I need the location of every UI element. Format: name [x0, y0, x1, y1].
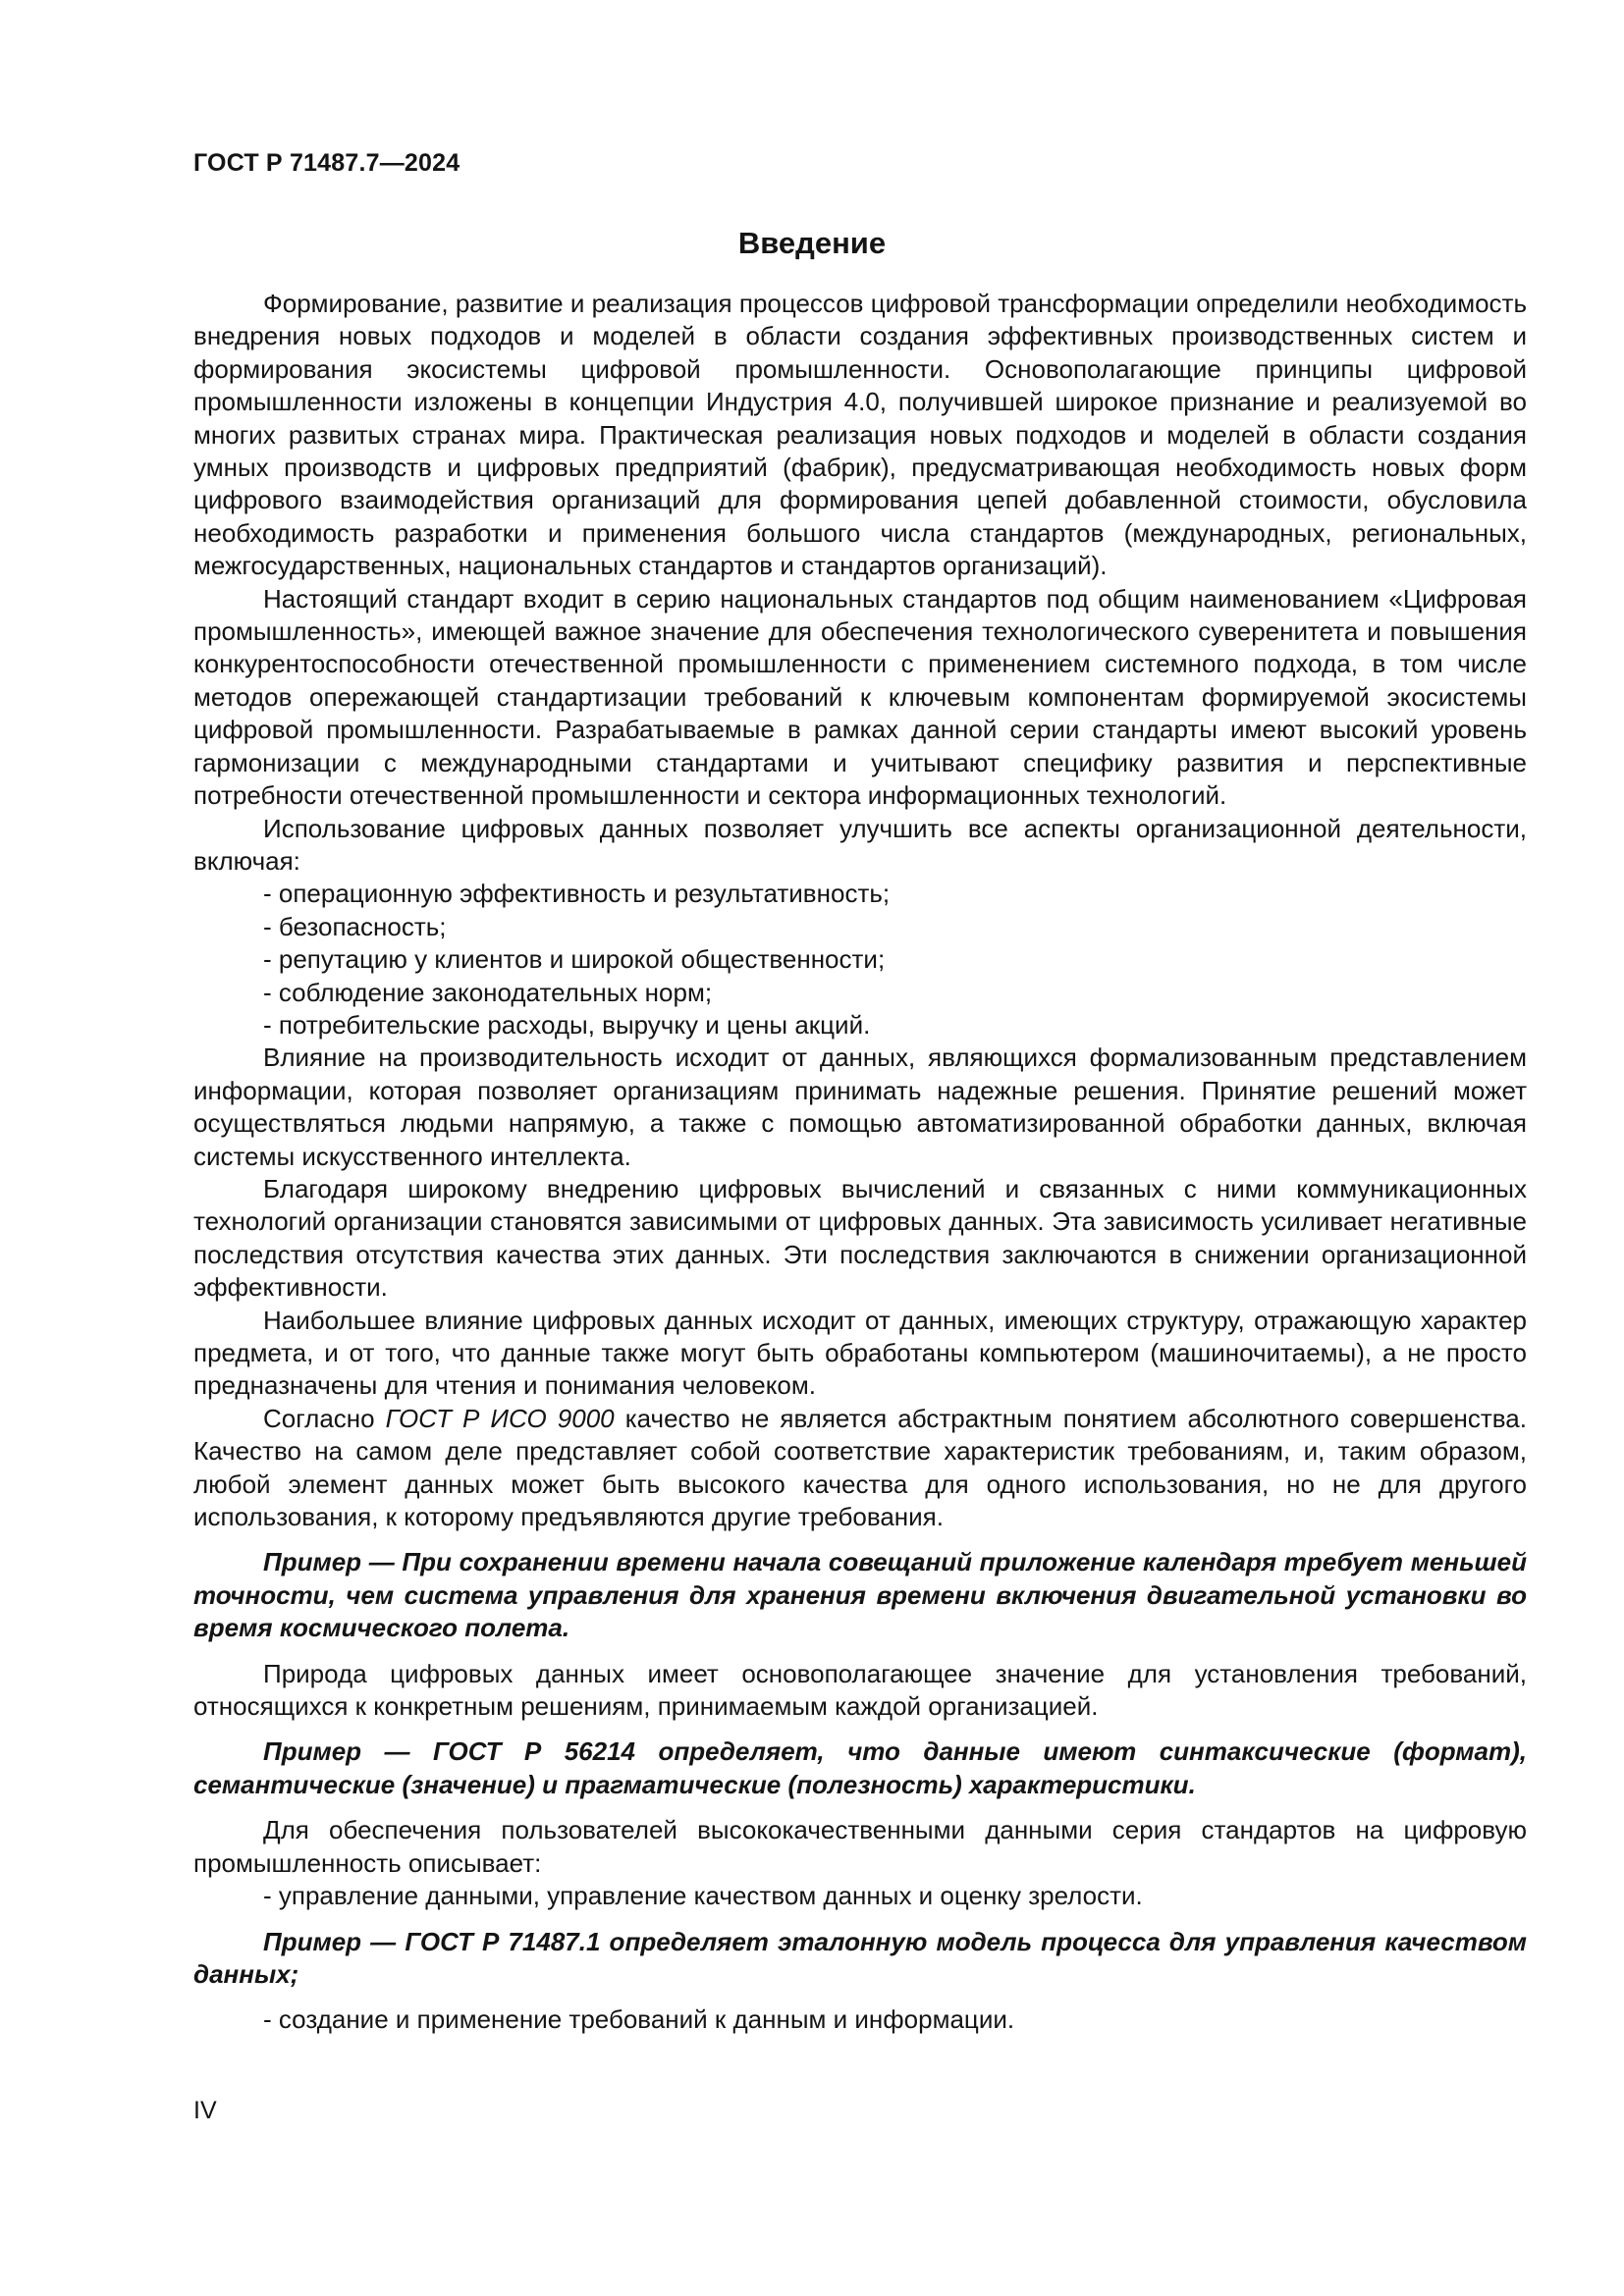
list-item: - операционную эффективность и результативность;	[263, 879, 891, 909]
page-title: Введение	[737, 226, 887, 260]
page-number: IV	[193, 2097, 217, 2124]
list-item: - соблюдение законодательных норм;	[263, 977, 713, 1007]
standard-reference: ГОСТ Р ИСО 9000	[385, 1403, 615, 1433]
paragraph	[193, 1403, 1527, 1534]
paragraph: Для обеспечения пользователей высококачественными данными серия стандартов на цифровую промышленность описывает:	[193, 1815, 1527, 1878]
description-list	[193, 1880, 1527, 1912]
list-item: - безопасность;	[263, 911, 447, 941]
example-note: Пример — ГОСТ Р 71487.1 определяет эталонную модель процесса для управления качеством данных;	[193, 1926, 1527, 1989]
text-run: Согласно	[263, 1403, 386, 1433]
list-item: - создание и применение требований к данным и информации.	[263, 2004, 1015, 2035]
example-note: Пример — ГОСТ Р 56214 определяет, что данные имеют синтаксические (формат), семантические (значение) и прагматические (полезность) характеристики.	[193, 1736, 1527, 1799]
aspects-list	[193, 878, 1527, 1041]
paragraph: Благодаря широкому внедрению цифровых вычислений и связанных с ними коммуникационных технологий организации становятся зависимыми от цифровых данных. Эта зависимость усиливает негативные последствия отсутствия качества этих данных. Эти последствия заключаются в снижении организационной эффективности.	[193, 1173, 1527, 1303]
paragraph: Формирование, развитие и реализация процессов цифровой трансформации определили необходимость внедрения новых подходов и моделей в области создания эффективных производственных систем и формирования экосистемы цифровой промышленности. Основополагающие принципы цифровой промышленности изложены в концепции Индустрия 4.0, получившей широкое признание и реализуемой во многих развитых странах мира. Практическая реализация новых подходов и моделей в области создания умных производств и цифровых предприятий (фабрик), предусматривающая необходимость новых форм цифрового взаимодействия организаций для формирования цепей добавленной стоимости, обусловила необходимость разработки и применения большого числа стандартов (международных, региональных, межгосударственных, национальных стандартов и стандартов организаций).	[193, 289, 1527, 581]
paragraph: Природа цифровых данных имеет основополагающее значение для установления требований, относящихся к конкретным решениям, принимаемым каждой организацией.	[193, 1658, 1527, 1722]
list-item: - управление данными, управление качеством данных и оценку зрелости.	[263, 1881, 1143, 1911]
paragraph: Влияние на производительность исходит от данных, являющихся формализованным представлением информации, которая позволяет организациям принимать надежные решения. Принятие решений может осуществляться людьми напрямую, а также с помощью автоматизированной обработки данных, включая системы искусственного интеллекта.	[193, 1042, 1527, 1171]
document-code: ГОСТ Р 71487.7—2024	[193, 149, 460, 177]
paragraph: Использование цифровых данных позволяет улучшить все аспекты организационной деятельности, включая:	[193, 813, 1527, 876]
paragraph: Наибольшее влияние цифровых данных исходит от данных, имеющих структуру, отражающую характер предмета, и от того, что данные также могут быть обработаны компьютером (машиночитаемы), а не просто предназначены для чтения и понимания человеком.	[193, 1305, 1527, 1401]
example-note: Пример — При сохранении времени начала совещаний приложение календаря требует меньшей точности, чем система управления для хранения времени включения двигательной установки во время космического полета.	[193, 1547, 1527, 1643]
list-item: - потребительские расходы, выручку и цены акций.	[263, 1009, 871, 1040]
document-body	[193, 288, 1527, 2037]
list-item: - репутацию у клиентов и широкой общественности;	[263, 944, 886, 975]
text-run: качество не является абстрактным понятием абсолютного совершенства. Качество на самом деле представляет собой соответствие характеристик требованиям, и, таким образом, любой элемент данных может быть высокого качества для одного использования, но не для другого использования, к которому предъявляются другие требования.	[193, 1403, 1527, 1532]
description-list	[193, 2003, 1527, 2036]
paragraph: Настоящий стандарт входит в серию национальных стандартов под общим наименованием «Цифровая промышленность», имеющей важное значение для обеспечения технологического суверенитета и повышения конкурентоспособности отечественной промышленности с применением системного подхода, в том числе методов опережающей стандартизации требований к ключевым компонентам формируемой экосистемы цифровой промышленности. Разрабатываемые в рамках данной серии стандарты имеют высокий уровень гармонизации с международными стандартами и учитывают специфику развития и перспективные потребности отечественной промышленности и сектора информационных технологий.	[193, 583, 1527, 811]
